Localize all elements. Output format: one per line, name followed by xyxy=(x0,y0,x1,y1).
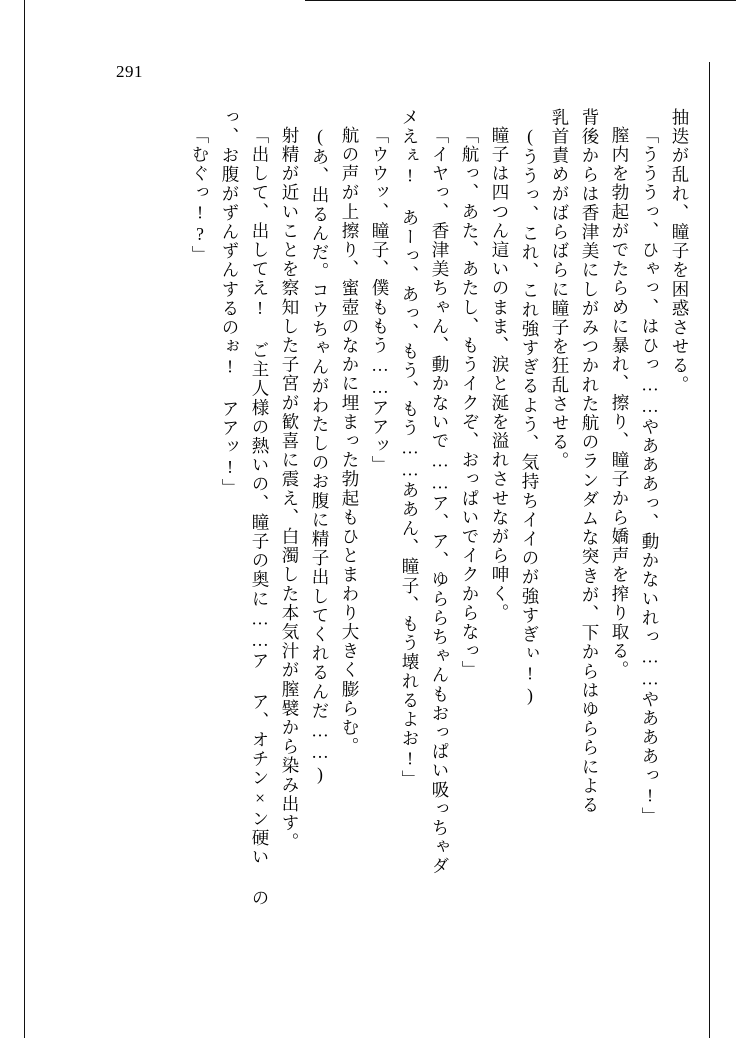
text-column: 「出して、出してえ! ご主人様の熱いの、瞳子の奥に……ア ア、オチン×ン硬い の xyxy=(250,126,270,908)
vertical-text-block xyxy=(88,108,688,988)
text-column: 「イヤっ、香津美ちゃん、動かないで……ア、ア、ゆららちゃんもおっぱい吸っちゃダ xyxy=(430,126,450,876)
page-border-left xyxy=(24,0,25,1038)
page-border-right xyxy=(709,62,710,1038)
text-column: っ、お腹がずんずんするのぉ! アアッ!」 xyxy=(220,108,240,498)
text-column: 背後からは香津美にしがみつかれた航のランダムな突きが、下からはゆららによる xyxy=(580,108,600,815)
text-column: メえぇ! あーっ、あっ、もう、もう……ああん、瞳子、もう壊れるよお!」 xyxy=(400,108,420,789)
text-column: 航の声が上擦り、蜜壺のなかに埋まった勃起もひとまわり大きく膨らむ。 xyxy=(340,126,360,757)
text-column: (ううっ、これ、これ強すぎるよう、気持ちイイのが強すぎぃ!) xyxy=(520,126,540,707)
text-column: 「航っ、あた、あたし、もうイクぞ、おっぱいでイクからなっ」 xyxy=(460,126,480,680)
page-number: 291 xyxy=(116,62,143,81)
text-column: 膣内を勃起がでたらめに暴れ、擦り、瞳子から嬌声を搾り取る。 xyxy=(610,126,630,680)
text-column: 「うううっ、ひゃっ、はひっ……やあああっ、動かないれっ……やあああっ!」 xyxy=(640,126,660,827)
text-column: 「ウウッ、瞳子、僕ももう……アアッ」 xyxy=(370,126,390,475)
text-column: 乳首責めがばらばらに瞳子を狂乱させる。 xyxy=(550,108,570,471)
text-column: 射精が近いことを察知した子宮が歓喜に震え、白濁した本気汁が膣襞から染み出す。 xyxy=(280,126,300,852)
page-border-top xyxy=(305,0,736,1)
text-column: 「むぐっ!?」 xyxy=(190,126,210,265)
text-column: 瞳子は四つん這いのまま、涙と涎を溢れさせながら呻く。 xyxy=(490,126,510,623)
text-column: 抽迭が乱れ、瞳子を困惑させる。 xyxy=(670,108,690,395)
text-column: (あ、出るんだ。コウちゃんがわたしのお腹に精子出してくれるんだ……) xyxy=(310,126,330,786)
